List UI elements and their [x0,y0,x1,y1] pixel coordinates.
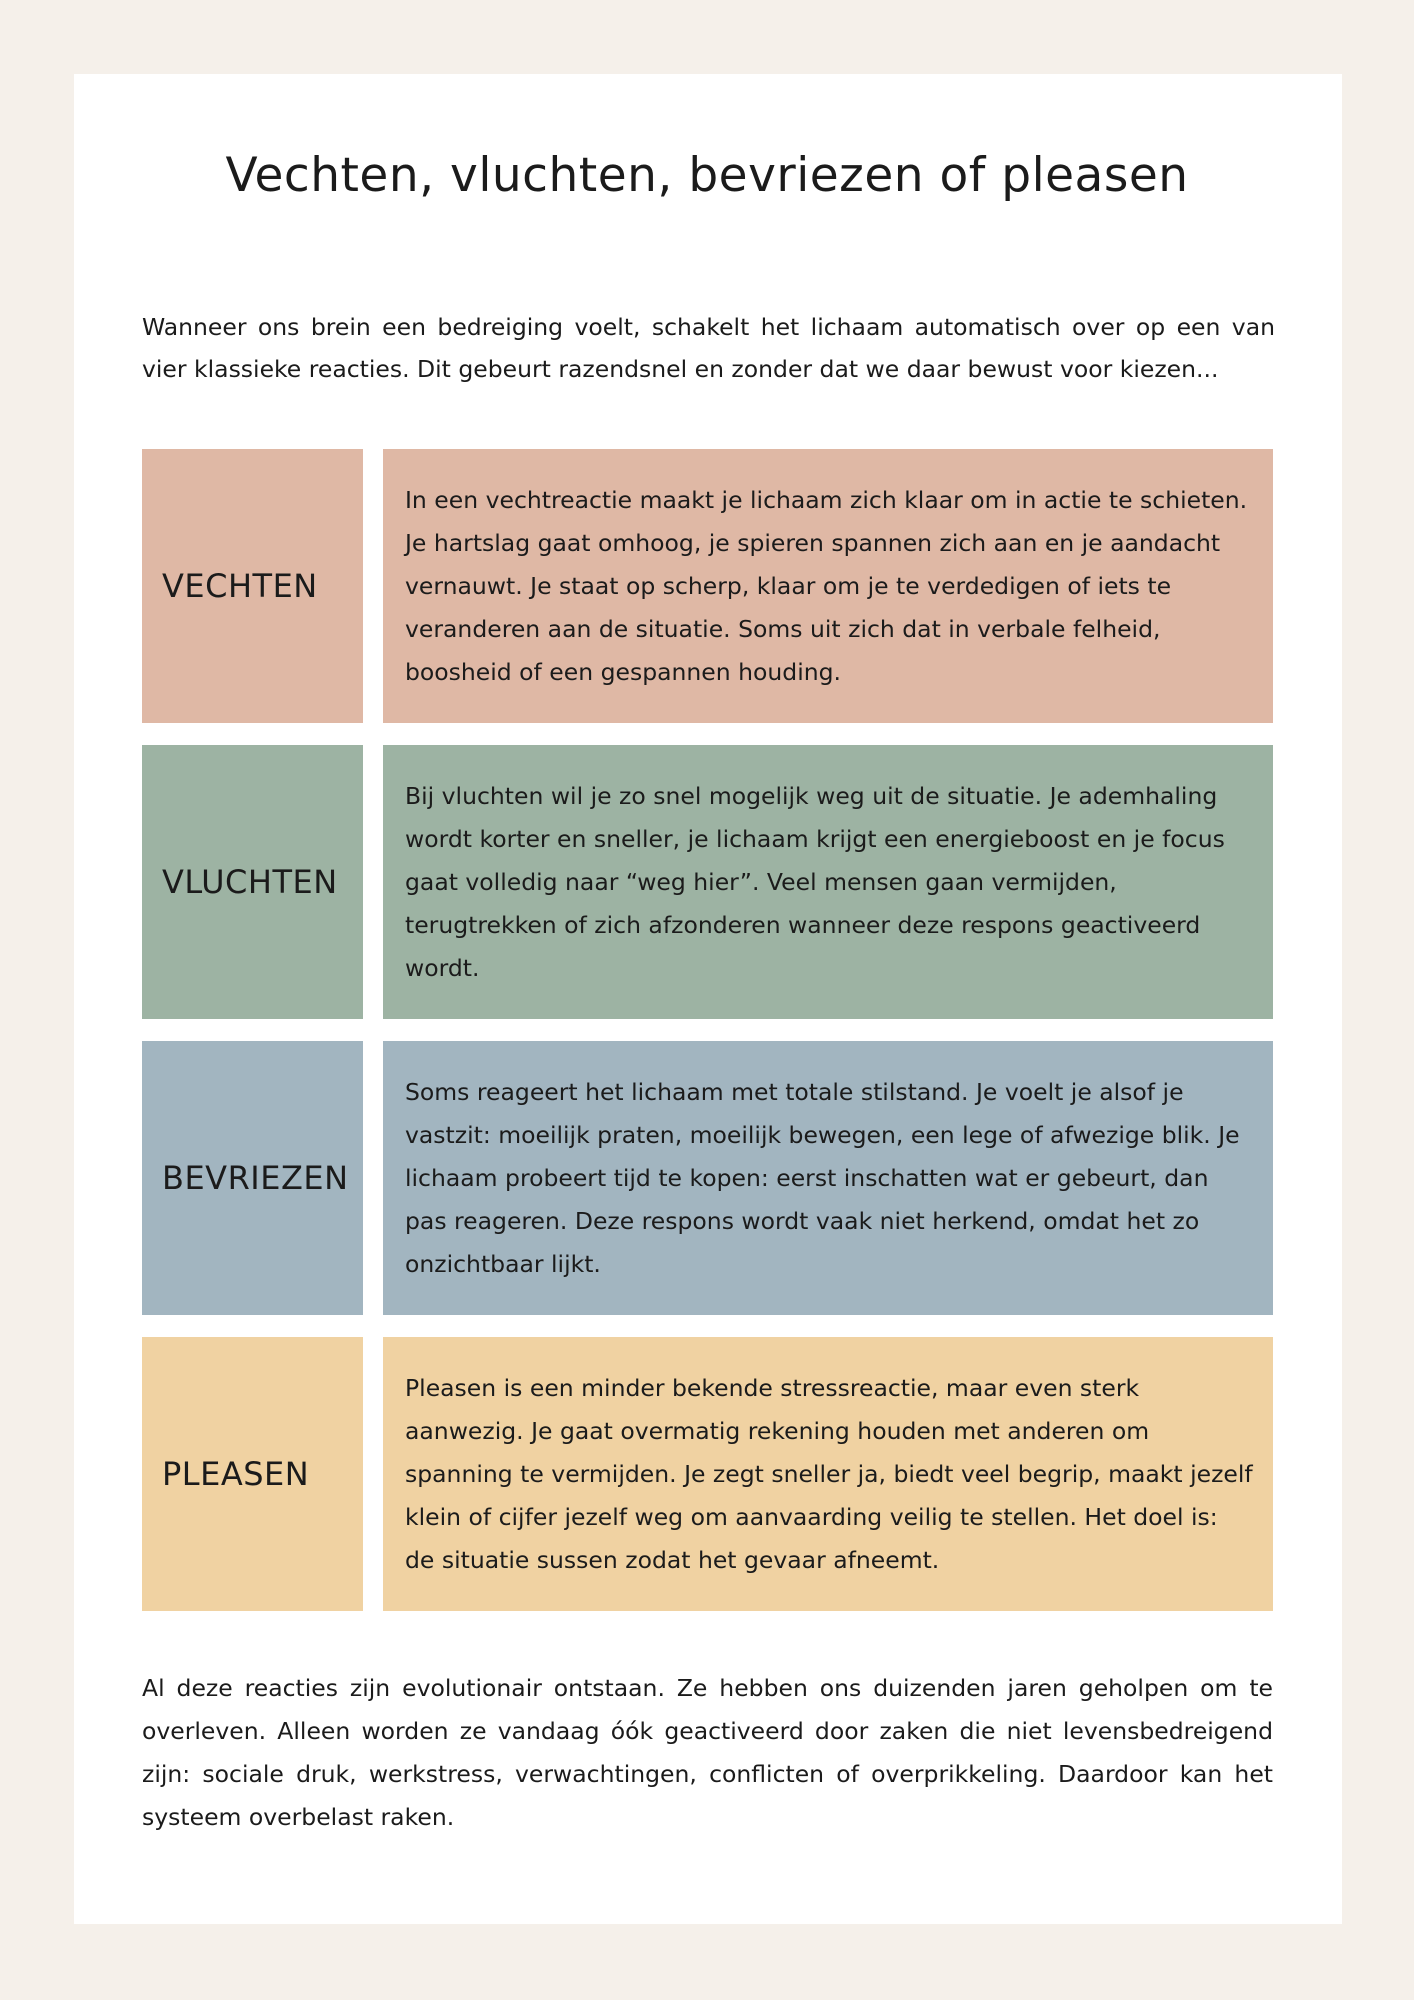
response-label: PLEASEN [162,1455,310,1493]
response-label: VECHTEN [162,567,318,605]
response-description-box [383,745,1273,1019]
response-description-box [383,449,1273,723]
response-row-pleasen [142,1337,1273,1611]
response-description-box [383,1041,1273,1315]
response-description: Bij vluchten wil je zo snel mogelijk weg uit de situatie. Je ademhaling wordt korter en sneller, je lichaam krijgt een energieboost en je focus gaat volledig naar “weg hier”. Veel mensen gaan vermijden, terugtrekken of zich afzonderen wanneer deze respons geactiveerd wordt. [405,781,1225,982]
response-description: Soms reageert het lichaam met totale stilstand. Je voelt je alsof je vastzit: moeilijk praten, moeilijk bewegen, een lege of afwezige blik. Je lichaam probeert tijd te kopen: eerst inschatten wat er gebeurt, dan pas reageren. Deze respons wordt vaak niet herkend, omdat het zo onzichtbaar lijkt. [405,1077,1240,1278]
response-description: Pleasen is een minder bekende stressreactie, maar even sterk aanwezig. Je gaat overmatig rekening houden met anderen om spanning te vermijden. Je zegt sneller ja, biedt veel begrip, maakt jezelf klein of cijfer jezelf weg om aanvaarding veilig te stellen. Het doel is: de situatie sussen zodat het gevaar afneemt. [405,1373,1253,1574]
intro-paragraph: Wanneer ons brein een bedreiging voelt, schakelt het lichaam automatisch over op een van vier klassieke reacties. Dit gebeurt razendsnel en zonder dat we daar bewust voor kiezen... [142,313,1275,383]
closing-paragraph: Al deze reacties zijn evolutionair ontstaan. Ze hebben ons duizenden jaren geholpen om te overleven. Alleen worden ze vandaag óók geactiveerd door zaken die niet levensbedreigend zijn: sociale druk, werkstress, verwachtingen, conflicten of overprikkeling. Daardoor kan het systeem overbelast raken. [142,1674,1273,1831]
response-label: VLUCHTEN [162,863,338,901]
response-row-vluchten [142,745,1273,1019]
response-description-box [383,1337,1273,1611]
response-label-box [142,745,363,1019]
page-title: Vechten, vluchten, bevriezen of pleasen [225,148,1189,203]
response-label-box [142,449,363,723]
response-row-bevriezen [142,1041,1273,1315]
response-row-vechten [142,449,1273,723]
response-label-box [142,1337,363,1611]
response-label-box [142,1041,363,1315]
response-label: BEVRIEZEN [162,1159,349,1197]
response-description: In een vechtreactie maakt je lichaam zich klaar om in actie te schieten. Je hartslag gaat omhoog, je spieren spannen zich aan en je aandacht vernauwt. Je staat op scherp, klaar om je te verdedigen of iets te veranderen aan de situatie. Soms uit zich dat in verbale felheid, boosheid of een gespannen houding. [405,485,1248,686]
